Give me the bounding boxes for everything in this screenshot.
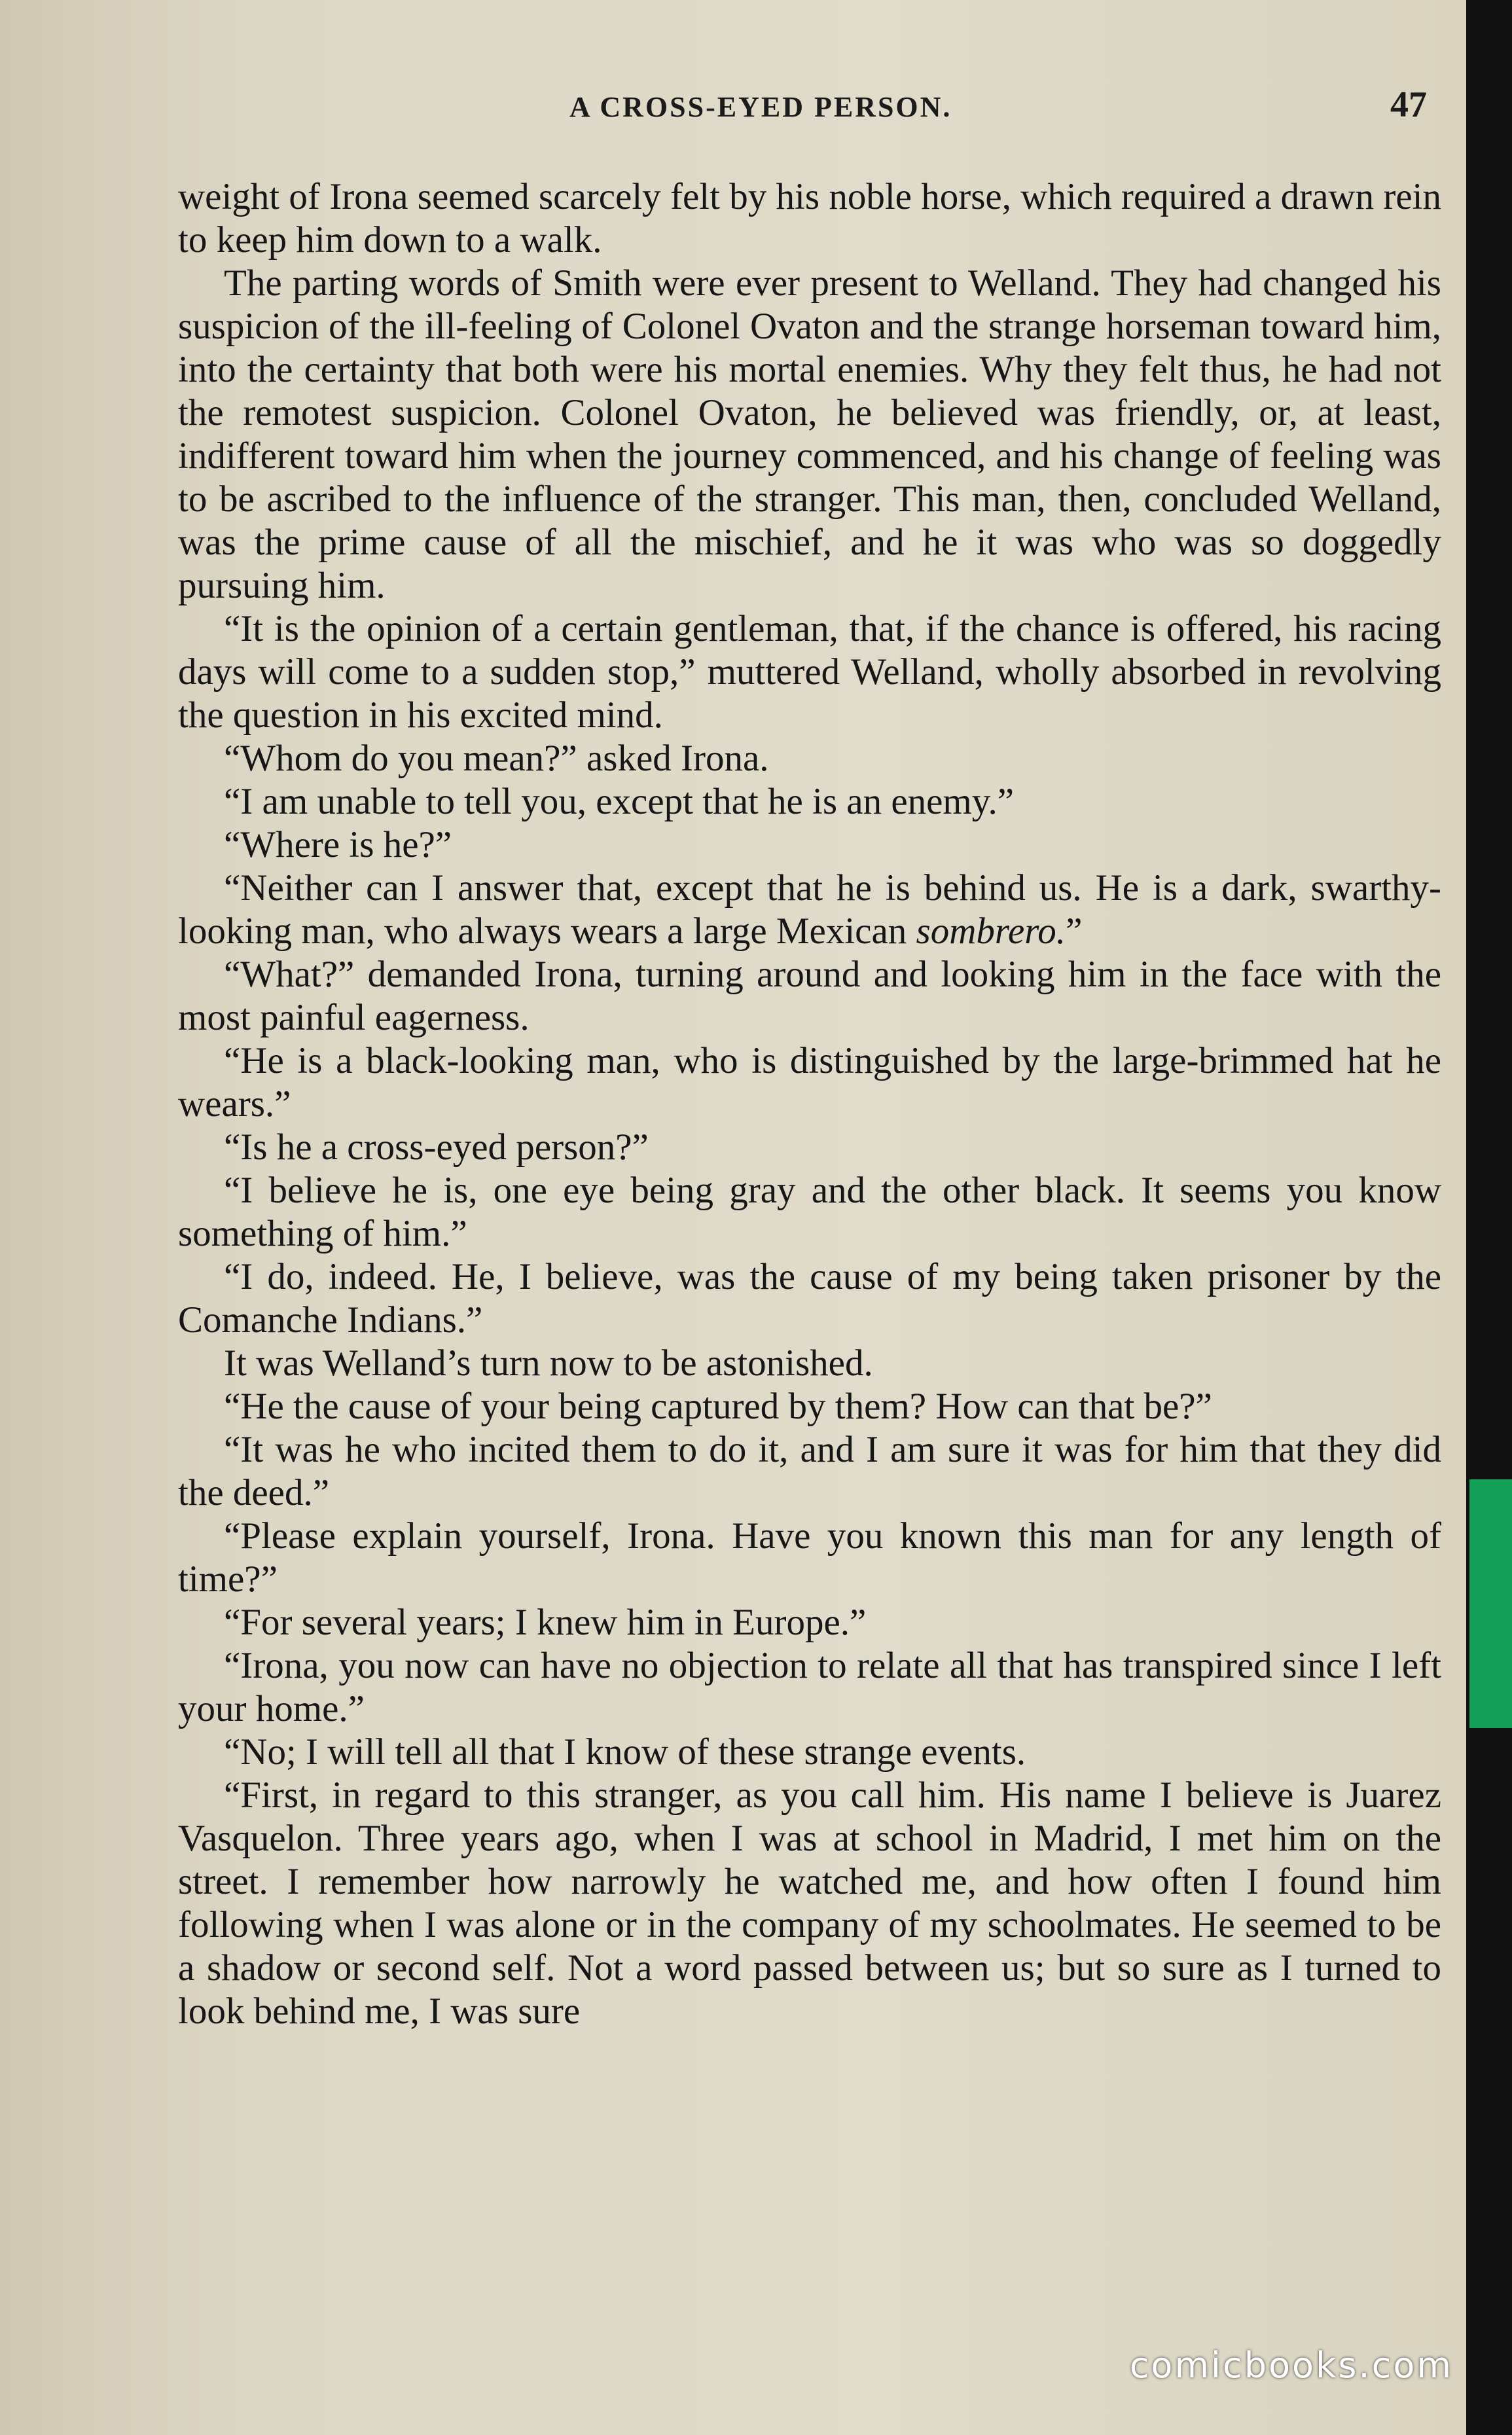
paragraph: “No; I will tell all that I know of these strange events. — [224, 1731, 1026, 1773]
watermark: comicbooks.com — [1129, 2345, 1453, 2386]
paragraph: “He is a black-looking man, who is distinguished by the large-brimmed hat he wears.” — [178, 1040, 1441, 1125]
paragraph: It was Welland’s turn now to be astonished. — [224, 1343, 873, 1384]
page-number: 47 — [1390, 84, 1427, 125]
paragraph: “I believe he is, one eye being gray and the other black. It seems you know something of him.” — [178, 1170, 1441, 1254]
running-head — [177, 84, 1440, 136]
paragraph-text: “Neither can I answer that, except that he is behind us. He is a dark, swarthy-looking man, who always wears a large Mexican — [178, 867, 1441, 952]
paragraph: “I do, indeed. He, I believe, was the cause of my being taken prisoner by the Comanche Indians.” — [178, 1256, 1441, 1341]
paragraph: “Please explain yourself, Irona. Have you known this man for any length of time?” — [178, 1515, 1441, 1600]
paragraph: The parting words of Smith were ever present to Welland. They had changed his suspicion of the ill-feeling of Colonel Ovaton and the strange horseman toward him, into the certainty that both were his mortal enemies. Why they felt thus, he had not the remotest suspicion. Colonel Ovaton, he believed was friendly, or, at least, indifferent toward him when the journey commenced, and his change of feeling was to be ascribed to the influence of the stranger. This man, then, concluded Welland, was the prime cause of all the mischief, and he it was who was so doggedly pursuing him. — [178, 262, 1441, 606]
paragraph: “First, in regard to this stranger, as you call him. His name I believe is Juarez Vasquelon. Three years ago, when I was at school in Madrid, I met him on the street. I remember how narrowly he watched me, and how often I found him following when I was alone or in the company of my schoolmates. He seemed to be a shadow or second self. Not a word passed between us; but so sure as I turned to look behind me, I was sure — [178, 1775, 1441, 2032]
paragraph: “I am unable to tell you, except that he is an enemy.” — [224, 781, 1015, 822]
paragraph: weight of Irona seemed scarcely felt by his noble horse, which required a drawn rein to keep him down to a walk. — [178, 176, 1441, 261]
spine-ribbon — [1469, 1479, 1512, 1728]
italic-word: sombrero. — [916, 911, 1066, 952]
paragraph: “Is he a cross-eyed person?” — [224, 1127, 649, 1168]
body-text — [178, 175, 1441, 2033]
paragraph: “Where is he?” — [224, 824, 452, 865]
closing-quote: ” — [1066, 911, 1083, 952]
running-title: A CROSS-EYED PERSON. — [569, 91, 952, 123]
paragraph: “It is the opinion of a certain gentleman, that, if the chance is offered, his racing days will come to a sudden stop,” muttered Welland, wholly absorbed in revolving the question in his excited mind. — [178, 608, 1441, 736]
paragraph — [178, 867, 1441, 953]
paragraph: “For several years; I knew him in Europe.” — [224, 1602, 867, 1643]
paragraph: “It was he who incited them to do it, and I am sure it was for him that they did the deed.” — [178, 1429, 1441, 1513]
paragraph: “He the cause of your being captured by them? How can that be?” — [224, 1386, 1212, 1427]
book-spine — [1466, 0, 1512, 2435]
paragraph: “What?” demanded Irona, turning around and looking him in the face with the most painful eagerness. — [178, 954, 1441, 1038]
paragraph: “Whom do you mean?” asked Irona. — [224, 738, 769, 779]
paragraph: “Irona, you now can have no objection to relate all that has transpired since I left your home.” — [178, 1645, 1441, 1729]
